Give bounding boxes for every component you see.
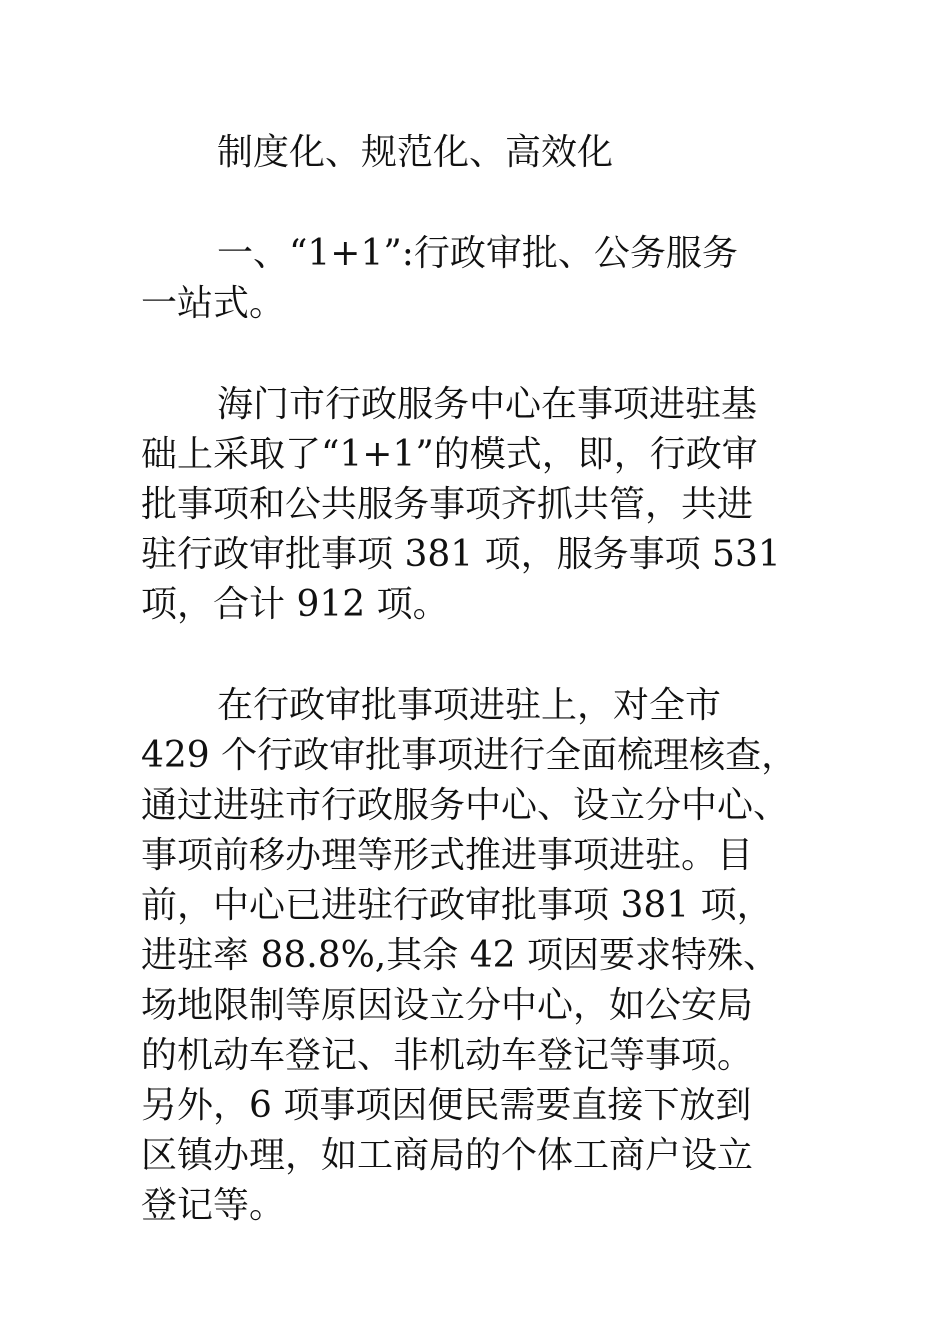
text-line: 事项前移办理等形式推进事项进驻。目 (141, 835, 754, 876)
text-line: 场地限制等原因设立分中心，如公安局 (141, 985, 754, 1026)
text-line: 驻行政审批事项 381 项，服务事项 531 (141, 534, 781, 575)
paragraph-gap (141, 630, 811, 681)
text-line: 的机动车登记、非机动车登记等事项。 (141, 1035, 754, 1076)
text-line: 登记等。 (141, 1185, 286, 1226)
document-heading: 制度化、规范化、高效化 (217, 132, 614, 173)
text-line: 通过进驻市行政服务中心、设立分中心、 (141, 785, 790, 826)
text-line: 海门市行政服务中心在事项进驻基 (217, 384, 758, 425)
text-line: 进驻率 88.8%,其余 42 项因要求特殊、 (141, 935, 779, 976)
text-line: 另外，6 项事项因便民需要直接下放到 (141, 1085, 752, 1126)
text-line: 批事项和公共服务事项齐抓共管，共进 (141, 484, 754, 525)
paragraph-2 (141, 681, 811, 1231)
paragraph-gap (141, 329, 811, 380)
text-line: 在行政审批事项进驻上，对全市 (217, 685, 722, 726)
paragraph-1 (141, 380, 811, 630)
text-line: 区镇办理，如工商局的个体工商户设立 (141, 1135, 754, 1176)
text-line: 项，合计 912 项。 (141, 584, 449, 625)
text-line: 一、“1+1”:行政审批、公务服务 (217, 233, 738, 274)
text-line: 前，中心已进驻行政审批事项 381 项， (141, 885, 773, 926)
paragraph-gap (141, 178, 811, 229)
document-body (141, 128, 811, 1231)
text-line: 础上采取了“1+1”的模式，即，行政审 (141, 434, 758, 475)
section-title (141, 229, 811, 329)
text-line: 一站式。 (141, 283, 286, 324)
text-line: 429 个行政审批事项进行全面梳理核查， (141, 735, 798, 776)
